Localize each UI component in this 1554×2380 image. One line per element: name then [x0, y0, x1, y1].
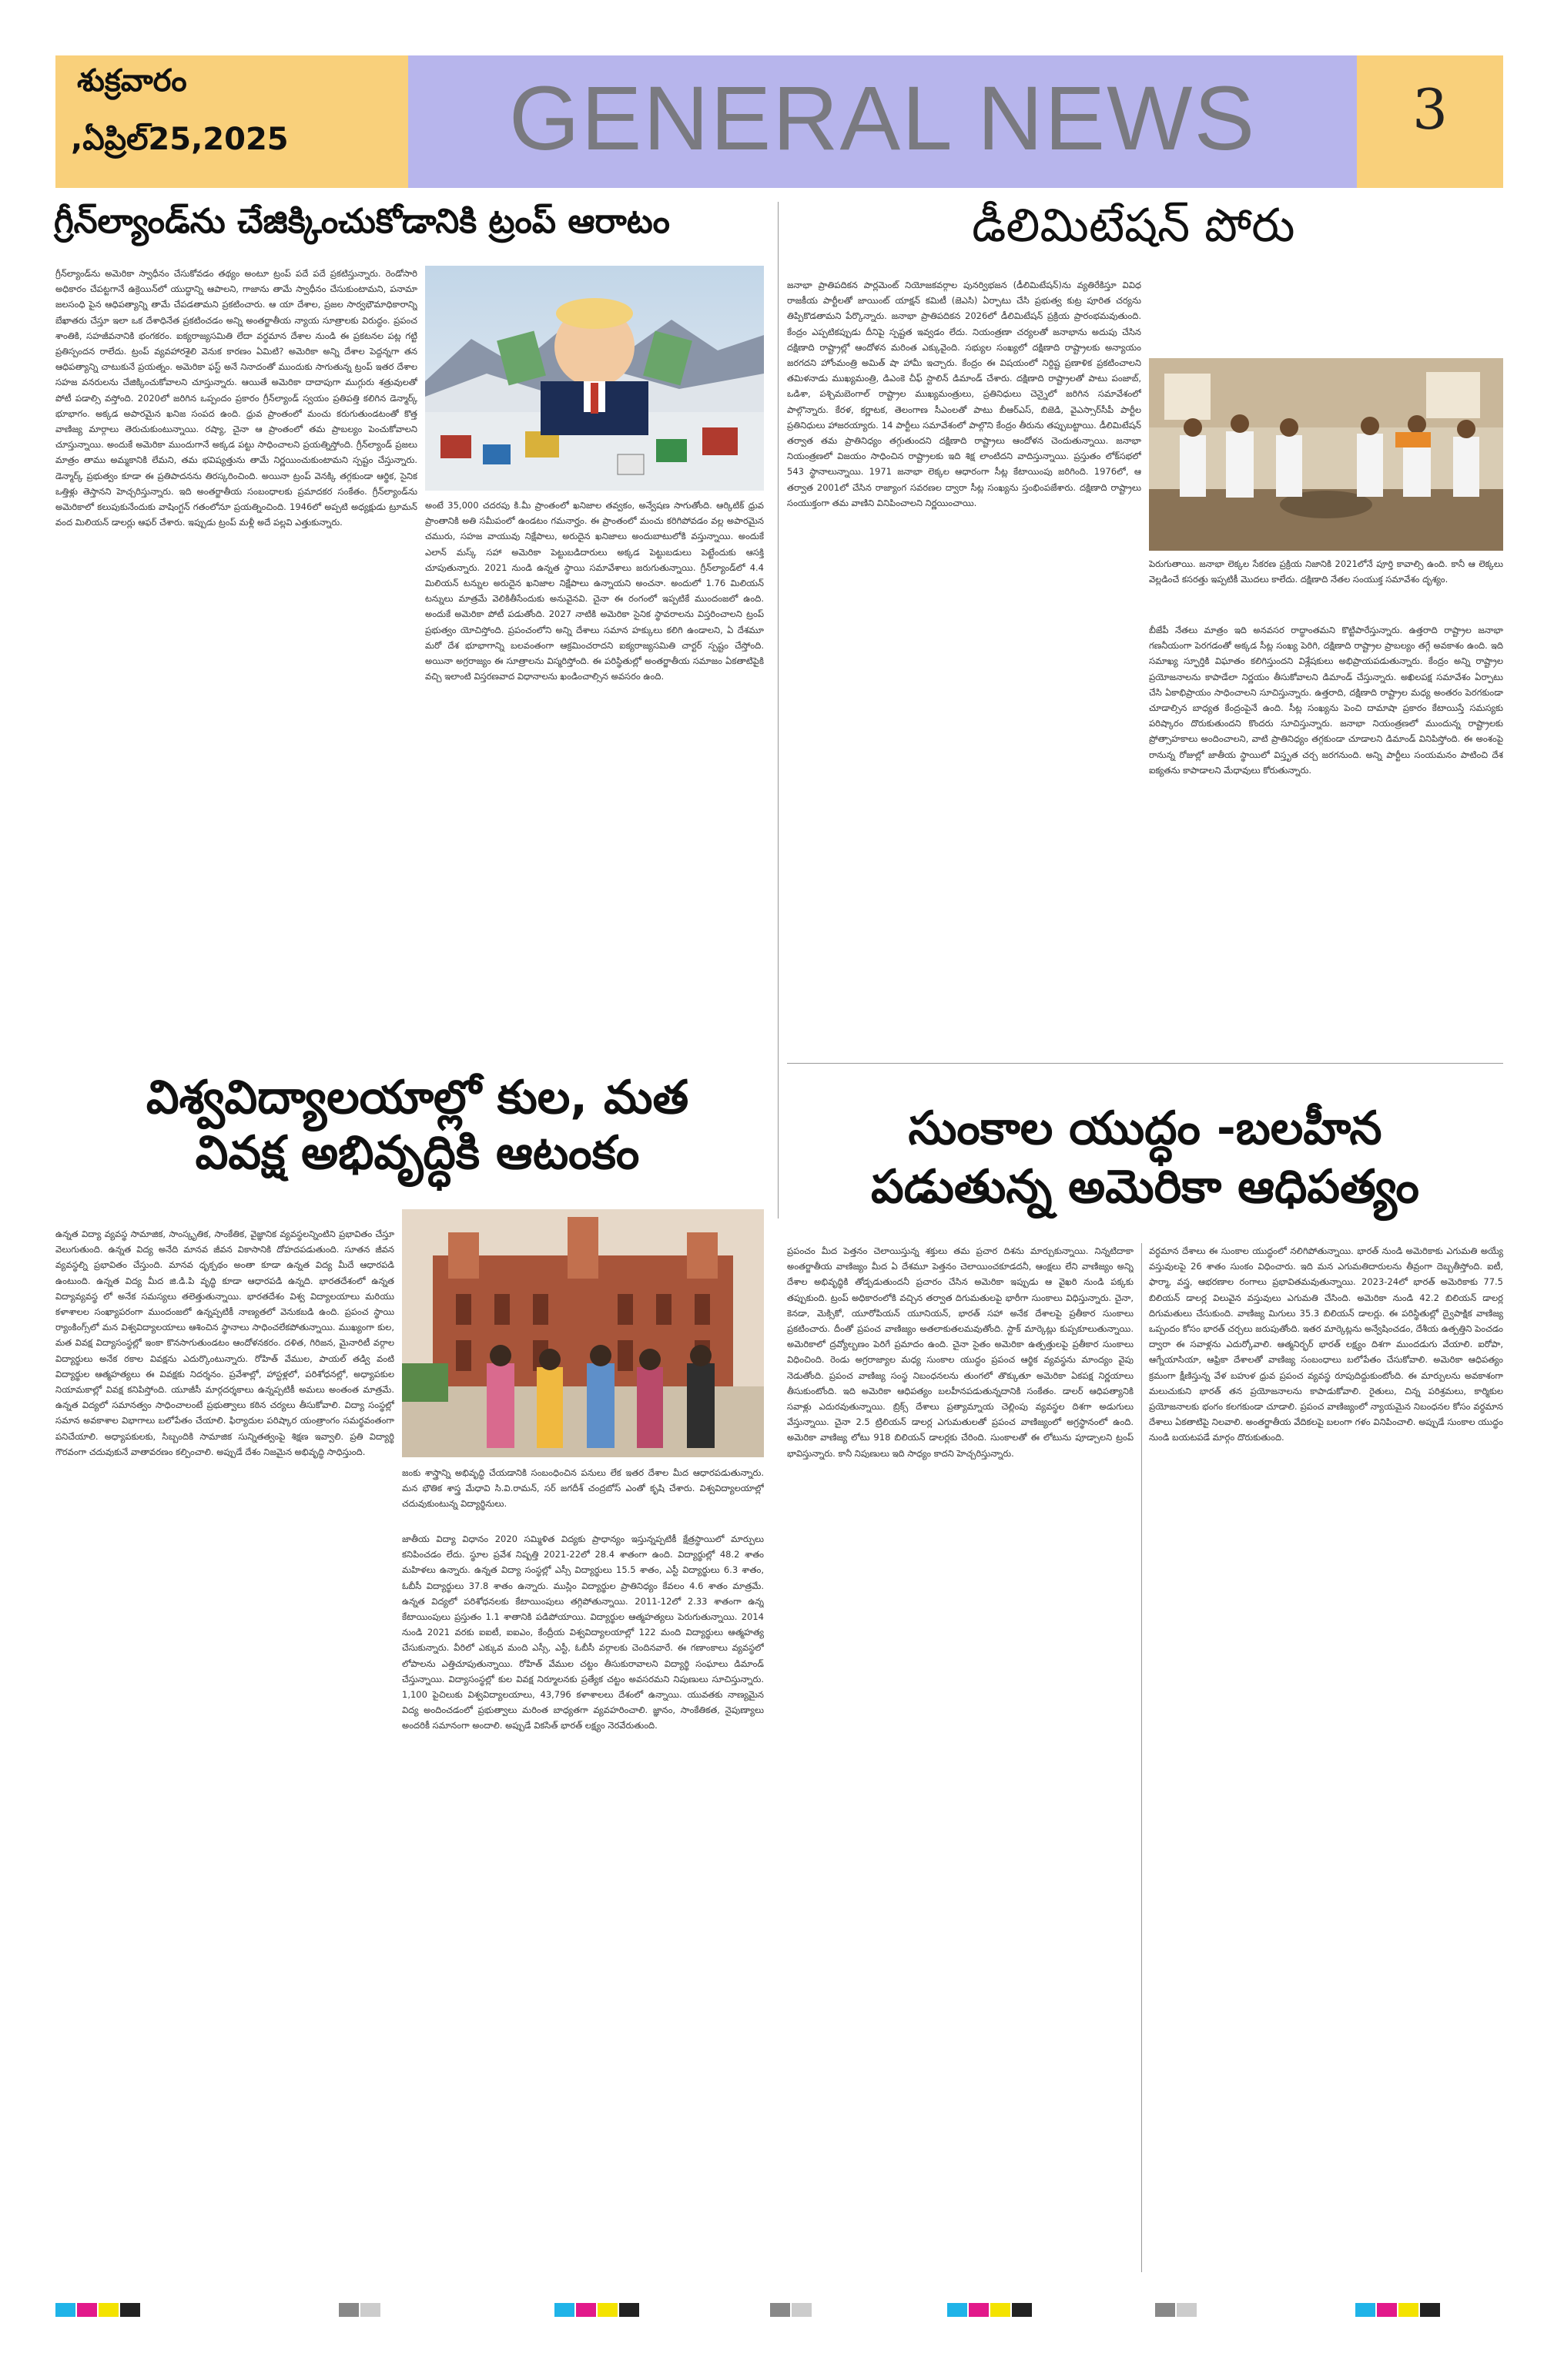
print-swatch	[99, 2303, 119, 2317]
print-swatch	[1012, 2303, 1032, 2317]
headline-tariff-line2: పడుతున్న అమెరికా ఆధిపత్యం	[871, 1160, 1419, 1214]
delimitation-meeting-photo	[1149, 358, 1503, 551]
article-body-greenland-col2	[425, 498, 764, 1041]
section-divider	[787, 1063, 1503, 1064]
print-swatch	[969, 2303, 989, 2317]
paragraph: గ్రీన్‌ల్యాండ్‌ను అమెరికా స్వాధీనం చేసుకోవడం తథ్యం అంటూ ట్రంప్ పదే పదే ప్రకటిస్తున్నారు. రెండోసారి అధికారం చేపట్టగానే ఉక్రెయిన్‌లో యుద్ధాన్ని ఆపాలని, గాజాను తామే స్వాధీనం చేసుకుంటామని, పనామా జలసంధి పైన ఆధిపత్యాన్ని తామే చేపడతామని ప్రకటించారు. ఆ యా దేశాల, ప్రజల సార్వభౌమాధికారాన్ని బేఖాతరు చేస్తూ ఇలా ఒక దేశాధినేత ప్రకటించడం అన్ని అంతర్జాతీయ న్యాయ సూత్రాలకు విరుద్ధం. ప్రపంచ శాంతికి, సహజీవనానికి భంగకరం. ఐక్యరాజ్యసమితి లేదా వర్ధమాన దేశాల నుండి ఈ ప్రకటనల పట్ల గట్టి ప్రతిస్పందన రాలేదు. ట్రంప్ వ్యవహారశైలి వెనుక కారణం ఏమిటి? అమెరికా అన్ని దేశాల పెద్దన్నగా తన ఆధిపత్యాన్ని చాటుకునే ప్రయత్నం. అమెరికా ఫస్ట్ అనే నినాదంతో ముందుకు సాగుతున్న ట్రంప్ ఇతర దేశాల సహజ వనరులను చేజిక్కించుకోవాలని చూస్తున్నారు. ఆయితే అమెరికా దాదాపుగా ముగ్గురు శత్రువులతో పోటీ పడాల్సి వస్తోంది. 2020లో జరిగిన ఒప్పందం ప్రకారం గ్రీన్‌ల్యాండ్ స్వయం ప్రతిపత్తి కలిగిన డెన్మార్క్ భూభాగం. అక్కడ అపారమైన ఖనిజ సంపద ఉంది. ధ్రువ ప్రాంతంలో మంచు కరుగుతుండటంతో కొత్త వాణిజ్య మార్గాలు తెరుచుకుంటున్నాయి. రష్యా, చైనా ఆ ప్రాంతంలో తమ ప్రాబల్యం పెంచుకోవాలని చూస్తున్నాయి. అందుకే అమెరికా ముందుగానే అక్కడ పట్టు సాధించాలని ప్రయత్నిస్తోంది. గ్రీన్‌ల్యాండ్ ప్రజలు మాత్రం తాము అమ్మకానికి లేమని, తమ భవిష్యత్తును తామే నిర్ణయించుకుంటామని స్పష్టం చేస్తున్నారు. డెన్మార్క్ ప్రభుత్వం కూడా ఈ ప్రతిపాదనను తిరస్కరించింది. అయినా ట్రంప్ వెనక్కి తగ్గకుండా ఆర్థిక, సైనిక ఒత్తిళ్లు తెస్తానని హెచ్చరిస్తున్నారు. ఇది అంతర్జాతీయ సంబంధాలకు ప్రమాదకర సంకేతం. గ్రీన్‌ల్యాండ్‌ను అమెరికాలో కలుపుకునేందుకు వాషింగ్టన్ గతంలోనూ ప్రయత్నించింది. 1946లో అప్పటి అధ్యక్షుడు ట్రూమన్ వంద మిలియన్ డాలర్లు ఆఫర్ చేశారు. ఇప్పుడు ట్రంప్ మళ్లీ అదే పల్లవి ఎత్తుకున్నారు.	[55, 268, 417, 528]
paragraph: ఉన్నత విద్యా వ్యవస్థ సామాజిక, సాంస్కృతిక, సాంకేతిక, వైజ్ఞానిక వ్యవస్థలన్నింటిని ప్రభావితం చేస్తూ వెలుగుతుంది. ఉన్నత విద్య అనేది మానవ జీవన వికాసానికి దోహదపడుతుంది. సూతన జీవన వ్యవస్థల్ని ప్రభావితం చేస్తుంది. మానవ ధృక్పథం అంతా కూడా ఉన్నత విద్య మీదే ఆధారపడి ఉంటుంది. ఉన్నత విద్య మీద జి.డి.పి వృద్ధి కూడా ఆధారపడి ఉన్నది. భారతదేశంలో ఉన్నత విద్యావ్యవస్థ లో అనేక సమస్యలు తలెత్తుతున్నాయి. భారతదేశం విశ్వ విద్యాలయాలు మరియు కళాశాలల సంఖ్యాపరంగా ముందంజలో ఉన్నప్పటికీ నాణ్యతలో వెనుకబడి ఉంది. ప్రపంచ స్థాయి ర్యాంకింగ్స్‌లో మన విశ్వవిద్యాలయాలు ఆశించిన స్థానాలు సాధించలేకపోతున్నాయి. ముఖ్యంగా కుల, మత వివక్ష విద్యాసంస్థల్లో ఇంకా కొనసాగుతుండటం ఆందోళనకరం. దళిత, గిరిజన, మైనారిటీ వర్గాల విద్యార్థులు అనేక రకాల వివక్షను ఎదుర్కొంటున్నారు. రోహిత్ వేముల, పాయల్ తడ్వి వంటి విద్యార్థుల ఆత్మహత్యలు ఈ వివక్షకు నిదర్శనం. ప్రవేశాల్లో, హాస్టళ్లలో, పరిశోధనల్లో, అధ్యాపకుల నియామకాల్లో వివక్ష కనిపిస్తోంది. యూజీసీ మార్గదర్శకాలు ఉన్నప్పటికీ అమలు అంతంత మాత్రమే. ఉన్నత విద్యలో సమానత్వం సాధించాలంటే ప్రభుత్వాలు కఠిన చర్యలు తీసుకోవాలి. విద్యా సంస్థల్లో సమాన అవకాశాల విభాగాలు బలోపేతం చేయాలి. ఫిర్యాదుల పరిష్కార యంత్రాంగం సమర్థవంతంగా పనిచేయాలి. అధ్యాపకులకు, సిబ్బందికి సామాజిక సున్నితత్వంపై శిక్షణ ఇవ్వాలి. ప్రతి విద్యార్థి గౌరవంగా చదువుకునే వాతావరణం కల్పించాలి. అప్పుడే దేశం నిజమైన అభివృద్ధి సాధిస్తుంది.	[55, 1229, 394, 1457]
article-body-universities-col1	[55, 1226, 394, 2272]
paragraph: బీజేపీ నేతలు మాత్రం ఇది అనవసర రాద్ధాంతమని కొట్టిపారేస్తున్నారు. ఉత్తరాది రాష్ట్రాల జనాభా గణనీయంగా పెరగడంతో అక్కడ సీట్ల సంఖ్య పెరిగి, దక్షిణాది రాష్ట్రాల ప్రాబల్యం తగ్గే అవకాశం ఉంది. ఇది సమాఖ్య స్ఫూర్తికి విఘాతం కలిగిస్తుందని విశ్లేషకులు అభిప్రాయపడుతున్నారు. కేంద్రం అన్ని రాష్ట్రాల ప్రయోజనాలను కాపాడేలా నిర్ణయం తీసుకోవాలని డిమాండ్ చేస్తున్నారు. అఖిలపక్ష సమావేశం ఏర్పాటు చేసి ఏకాభిప్రాయం సాధించాలని సూచిస్తున్నారు. ఉత్తరాది, దక్షిణాది రాష్ట్రాల మధ్య అంతరం పెరగకుండా చూడాల్సిన బాధ్యత కేంద్రంపైనే ఉంది. సీట్ల సంఖ్యను పెంచి దామాషా ప్రకారం కేటాయిస్తే సమస్యకు పరిష్కారం దొరుకుతుందని కొందరు సూచిస్తున్నారు. జనాభా నియంత్రణలో ముందున్న రాష్ట్రాలకు ప్రోత్సాహకాలు అందించాలని, వాటి ప్రాతినిధ్యం తగ్గకుండా చూడాలని డిమాండ్ వినిపిస్తోంది. ఈ అంశంపై రానున్న రోజుల్లో జాతీయ స్థాయిలో విస్తృత చర్చ జరగనుంది. అన్ని పార్టీలు సంయమనం పాటించి దేశ ఐక్యతను కాపాడాలని మేధావులు కోరుతున్నారు.	[1149, 625, 1503, 776]
print-swatch	[576, 2303, 596, 2317]
masthead-date: ,ఏప్రిల్25,2025	[71, 122, 289, 157]
article-body-greenland-col1	[55, 266, 417, 1041]
print-swatch	[770, 2303, 790, 2317]
paragraph: జనాభా ప్రాతిపదికన పార్లమెంట్ నియోజకవర్గాల పునర్విభజన (డీలిమిటేషన్)ను వ్యతిరేకిస్తూ వివిధ రాజకీయ పార్టీలతో జాయింట్ యాక్షన్ కమిటీ (జెఎసి) ఏర్పాటు చేసి ప్రభుత్వ కుట్ర పూరిత చర్యను తిప్పికొడతామని పేర్కొన్నారు. జనాభా ప్రాతిపదికన 2026లో డీలిమిటేషన్ ప్రక్రియ ప్రారంభమవుతుంది. కేంద్రం ఎప్పటికప్పుడు దీనిపై స్పష్టత ఇవ్వడం లేదు. నియంత్రణా చర్యలతో జనాభాను అదుపు చేసిన దక్షిణాది రాష్ట్రాల్లో ఆందోళన మరింత ఎక్కువైంది. సభ్యుల సంఖ్యలో దక్షిణాది రాష్ట్రాలకు అన్యాయం జరగదని హోంమంత్రి అమిత్ షా హామీ ఇచ్చారు. కేంద్రం ఈ విషయంలో నిర్దిష్ట ప్రణాళిక ప్రకటించాలని తమిళనాడు ముఖ్యమంత్రి, డిఎంకె చీఫ్ స్టాలిన్ డిమాండ్ చేశారు. దక్షిణాది రాష్ట్రాలతో పాటు పంజాబ్, ఒడిశా, పశ్చిమబెంగాల్ రాష్ట్రాల ముఖ్యమంత్రులు, ప్రతినిధులు చెన్నైలో జరిగిన సమావేశంలో పాల్గొన్నారు. కేరళ, కర్ణాటక, తెలంగాణ సీఎంలతో పాటు బీఆర్ఎస్, బిజెడి, వైఎస్సార్‌సీపీ పార్టీల ప్రతినిధులు హాజరయ్యారు. 14 పార్టీలు సమావేశంలో పాల్గొని కేంద్రం తీరును తప్పుబట్టాయి. డీలిమిటేషన్ తర్వాత తమ ప్రాతినిధ్యం తగ్గుతుందని దక్షిణాది రాష్ట్రాలు ఆందోళన చెందుతున్నాయి. జనాభా నియంత్రణలో విజయం సాధించిన రాష్ట్రాలకు ఇది శిక్ష లాంటిదని వాదిస్తున్నాయి. ప్రస్తుతం లోక్‌సభలో 543 స్థానాలున్నాయి. 1971 జనాభా లెక్కల ఆధారంగా సీట్ల కేటాయింపు జరిగింది. 1976లో, ఆ తర్వాత 2001లో చేసిన రాజ్యాంగ సవరణల ద్వారా సీట్ల సంఖ్యను స్తంభింపజేశారు. దక్షిణాది రాష్ట్రాలు సంయుక్తంగా తమ వాణిని వినిపించాలని నిర్ణయించాయి.	[787, 280, 1141, 508]
column-divider	[778, 202, 779, 1218]
article-body-delimitation-col1	[787, 277, 1141, 1054]
print-swatch	[1398, 2303, 1418, 2317]
headline-trump-greenland: గ్రీన్‌ల్యాండ్‌ను చేజిక్కించుకోడానికి ట్రంప్ ఆరాటం	[54, 202, 670, 241]
print-swatch	[792, 2303, 812, 2317]
article-body-delimitation-col2	[1149, 622, 1503, 1054]
university-students-photo	[402, 1209, 764, 1457]
article-body-tariff-col2	[1149, 1243, 1503, 2272]
headline-delimitation: డీలిమిటేషన్ పోరు	[972, 199, 1295, 253]
trump-greenland-photo	[425, 266, 764, 491]
print-swatch	[1155, 2303, 1175, 2317]
universities-photo-caption: జంకు శాస్త్రాన్ని అభివృద్ధి చేయడానికి సంబంధించిన పనులు లేక ఇతర దేశాల మీద ఆధారపడుతున్నారు. మన భౌతిక శాస్త్ర మేధావి సి.వి.రామన్, సర్ జగదీశ్ చంద్రబోస్ ఎంతో కృషి చేశారు. విశ్వవిద్యాలయాల్లో చదువుకుంటున్న విద్యార్థినులు.	[402, 1467, 764, 1510]
paragraph: వర్ధమాన దేశాలు ఈ సుంకాల యుద్ధంలో నలిగిపోతున్నాయి. భారత్ నుండి అమెరికాకు ఎగుమతి అయ్యే వస్తువులపై 26 శాతం సుంకం విధించారు. ఇది మన ఎగుమతిదారులను తీవ్రంగా దెబ్బతీస్తోంది. ఐటీ, ఫార్మా, వస్త్ర, ఆభరణాల రంగాలు ప్రభావితమవుతున్నాయి. 2023-24లో భారత్ అమెరికాకు 77.5 బిలియన్ డాలర్ల విలువైన వస్తువులు ఎగుమతి చేసింది. అమెరికా నుండి 42.2 బిలియన్ డాలర్ల దిగుమతులు చేసుకుంది. వాణిజ్య మిగులు 35.3 బిలియన్ డాలర్లు. ఈ పరిస్థితుల్లో ద్వైపాక్షిక వాణిజ్య ఒప్పందం కోసం భారత్ చర్చలు జరుపుతోంది. ఇతర మార్కెట్లను అన్వేషించడం, దేశీయ ఉత్పత్తిని పెంచడం ద్వారా ఈ సవాళ్లను ఎదుర్కోవాలి. ఆత్మనిర్భర్ భారత్ లక్ష్యం దిశగా ముందడుగు వేయాలి. ఐరోపా, ఆగ్నేయాసియా, ఆఫ్రికా దేశాలతో వాణిజ్య సంబంధాలు బలోపేతం చేసుకోవాలి. అమెరికా ఆధిపత్యం క్రమంగా క్షీణిస్తున్న వేళ బహుళ ధ్రువ ప్రపంచ వ్యవస్థ రూపుదిద్దుకుంటోంది. ఈ మార్పులను అవకాశంగా మలుచుకుని భారత్ తన ప్రయోజనాలను కాపాడుకోవాలి. రైతులు, చిన్న పరిశ్రమలు, కార్మికుల ప్రయోజనాలకు భంగం కలగకుండా చూడాలి. ప్రపంచ వాణిజ్యంలో న్యాయమైన నిబంధనల కోసం వర్ధమాన దేశాలు ఏకతాటిపై నిలవాలి. అంతర్జాతీయ వేదికలపై బలంగా గళం వినిపించాలి. అప్పుడే సుంకాల యుద్ధం నుండి బయటపడే మార్గం దొరుకుతుంది.	[1149, 1245, 1503, 1443]
section-title: GENERAL NEWS	[508, 68, 1257, 169]
print-swatch	[339, 2303, 359, 2317]
print-swatch	[619, 2303, 639, 2317]
article-body-tariff-col1	[787, 1243, 1134, 2272]
page-number: 3	[1412, 77, 1448, 142]
print-swatch	[1420, 2303, 1440, 2317]
print-swatch	[360, 2303, 380, 2317]
column-divider	[1141, 1243, 1142, 2272]
paragraph: ప్రపంచం మీద పెత్తనం చెలాయిస్తున్న శక్తులు తమ ప్రచార దిశను మార్చుకున్నాయి. నిన్నటిదాకా అంతర్జాతీయ వాణిజ్యం మీద ఏ దేశమూ పెత్తనం చెలాయించకూడదనీ, ఆంక్షలు లేని వాణిజ్యం అన్ని దేశాల అభివృద్ధికి తోడ్పడుతుందనీ ప్రచారం చేసిన అమెరికా ఇప్పుడు ఆ వైఖరి నుండి పక్కకు తప్పుకుంది. ట్రంప్ అధికారంలోకి వచ్చిన తర్వాత దిగుమతులపై భారీగా సుంకాలు విధిస్తున్నారు. చైనా, కెనడా, మెక్సికో, యూరోపియన్ యూనియన్, భారత్ సహా అనేక దేశాలపై ప్రతీకార సుంకాలు ప్రకటించారు. దీంతో ప్రపంచ వాణిజ్యం అతలాకుతలమవుతోంది. స్టాక్ మార్కెట్లు కుప్పకూలుతున్నాయి. అమెరికాలో ద్రవ్యోల్బణం పెరిగే ప్రమాదం ఉంది. చైనా సైతం అమెరికా ఉత్పత్తులపై ప్రతీకార సుంకాలు విధించింది. రెండు అగ్రరాజ్యాల మధ్య సుంకాల యుద్ధం ప్రపంచ ఆర్థిక వ్యవస్థను మాంద్యం వైపు నెడుతోంది. ప్రపంచ వాణిజ్య సంస్థ నిబంధనలను తుంగలో తొక్కుతూ అమెరికా ఏకపక్ష నిర్ణయాలు తీసుకుంటోంది. ఇది అమెరికా ఆధిపత్యం బలహీనపడుతున్నదానికి సంకేతం. డాలర్ ఆధిపత్యానికి సవాళ్లు ఎదురవుతున్నాయి. బ్రిక్స్ దేశాలు ప్రత్యామ్నాయ చెల్లింపు వ్యవస్థల దిశగా అడుగులు వేస్తున్నాయి. చైనా 2.5 ట్రిలియన్ డాలర్ల ఎగుమతులతో ప్రపంచ వాణిజ్యంలో అగ్రస్థానంలో ఉంది. అమెరికా వాణిజ్య లోటు 918 బిలియన్ డాలర్లకు చేరింది. సుంకాలతో ఈ లోటును పూడ్చాలని ట్రంప్ భావిస్తున్నారు. కానీ నిపుణులు ఇది సాధ్యం కాదని హెచ్చరిస్తున్నారు.	[787, 1245, 1134, 1459]
print-swatch	[990, 2303, 1010, 2317]
print-swatch	[1355, 2303, 1375, 2317]
paragraph: అంటే 35,000 చదరపు కి.మీ ప్రాంతంలో ఖనిజాల తవ్వకం, అన్వేషణ సాగుతోంది. ఆర్కిటిక్ ధ్రువ ప్రాంతానికి అతి సమీపంలో ఉండటం గమనార్హం. ఈ ప్రాంతంలో మంచు కరిగిపోవడం వల్ల అపారమైన చమురు, సహజ వాయువు నిక్షేపాలు, అరుదైన ఖనిజాలు అందుబాటులోకి వస్తున్నాయి. అందుకే ఎలాన్ మస్క్ సహా అమెరికా పెట్టుబడిదారులు అక్కడ పెట్టుబడులు పెట్టేందుకు ఆసక్తి చూపుతున్నారు. 2021 నుండి ఉన్నత స్థాయి సమావేశాలు జరుగుతున్నాయి. గ్రీన్‌ల్యాండ్‌లో 4.4 మిలియన్ టన్నుల అరుదైన ఖనిజాల నిక్షేపాలు ఉన్నాయని అంచనా. అందులో 1.76 మిలియన్ టన్నులు మాత్రమే వెలికితీసేందుకు అనువైనవి. చైనా ఈ రంగంలో ఇప్పటికే ముందంజలో ఉంది. అందుకే అమెరికా పోటీ పడుతోంది. 2027 నాటికి అమెరికా సైనిక స్థావరాలను విస్తరించాలని ట్రంప్ ప్రభుత్వం యోచిస్తోంది. ప్రపంచంలోని అన్ని దేశాలు సమాన హక్కులు కలిగి ఉండాలని, ఏ దేశమూ మరో దేశ భూభాగాన్ని బలవంతంగా ఆక్రమించరాదని ఐక్యరాజ్యసమితి చార్టర్ స్పష్టం చేస్తోంది. అయినా అగ్రరాజ్యం ఈ సూత్రాలను విస్మరిస్తోంది. ఈ పరిస్థితుల్లో అంతర్జాతీయ సమాజం ఏకతాటిపైకి వచ్చి ఇలాంటి విస్తరణవాద విధానాలను ఖండించాల్సిన అవసరం ఉంది.	[425, 500, 764, 682]
print-swatch	[554, 2303, 574, 2317]
headline-tariff-line1: సుంకాల యుద్ధం -బలహీన	[908, 1101, 1382, 1155]
headline-universities-line1: విశ్వవిద్యాలయాల్లో కుల, మత	[146, 1071, 689, 1125]
masthead-day: శుక్రవారం	[77, 63, 187, 99]
paragraph: జాతీయ విద్యా విధానం 2020 సమ్మిళిత విద్యకు ప్రాధాన్యం ఇస్తున్నప్పటికీ క్షేత్రస్థాయిలో మార్పులు కనిపించడం లేదు. స్థూల ప్రవేశ నిష్పత్తి 2021-22లో 28.4 శాతంగా ఉంది. విద్యార్థుల్లో 48.2 శాతం మహిళలు ఉన్నారు. ఉన్నత విద్యా సంస్థల్లో ఎస్సీ విద్యార్థులు 15.5 శాతం, ఎస్టీ విద్యార్థులు 6.3 శాతం, ఓబీసీ విద్యార్థులు 37.8 శాతం ఉన్నారు. ముస్లిం విద్యార్థుల ప్రాతినిధ్యం కేవలం 4.6 శాతం మాత్రమే. ఉన్నత విద్యలో పరిశోధనలకు కేటాయింపులు తగ్గిపోతున్నాయి. 2011-12లో 2.33 శాతంగా ఉన్న కేటాయింపులు ప్రస్తుతం 1.1 శాతానికి పడిపోయాయి. విద్యార్థుల ఆత్మహత్యలు పెరుగుతున్నాయి. 2014 నుండి 2021 వరకు ఐఐటీ, ఐఐఎం, కేంద్రీయ విశ్వవిద్యాలయాల్లో 122 మంది విద్యార్థులు ఆత్మహత్య చేసుకున్నారు. వీరిలో ఎక్కువ మంది ఎస్సీ, ఎస్టీ, ఓబీసీ వర్గాలకు చెందినవారే. ఈ గణాంకాలు వ్యవస్థలో లోపాలను ఎత్తిచూపుతున్నాయి. రోహిత్ వేముల చట్టం తీసుకురావాలని విద్యార్థి సంఘాలు డిమాండ్ చేస్తున్నాయి. విద్యాసంస్థల్లో కుల వివక్ష నిర్మూలనకు ప్రత్యేక చట్టం అవసరమని నిపుణులు సూచిస్తున్నారు. 1,100 పైచిలుకు విశ్వవిద్యాలయాలు, 43,796 కళాశాలలు దేశంలో ఉన్నాయి. యువతకు నాణ్యమైన విద్య అందించడంలో ప్రభుత్వాలు మరింత బాధ్యతగా వ్యవహరించాలి. జ్ఞానం, సాంకేతికత, నైపుణ్యాలు అందరికీ సమానంగా అందాలి. అప్పుడే వికసిత్ భారత్ లక్ష్యం నెరవేరుతుంది.	[402, 1534, 764, 1731]
print-swatch	[55, 2303, 75, 2317]
headline-universities-line2: వివక్ష అభివృద్ధికి ఆటంకం	[195, 1126, 640, 1180]
delimitation-photo-caption: పెరుగుతాయి. జనాభా లెక్కల సేకరణ ప్రక్రియ నిజానికి 2021లోనే పూర్తి కావాల్సి ఉంది. కానీ ఆ లెక్కలు వెల్లడించే కసరత్తు ఇప్పటికీ మొదలు కాలేదు. దక్షిణాది నేతల సంయుక్త సమావేశం దృశ్యం.	[1149, 558, 1503, 585]
print-swatch	[1177, 2303, 1197, 2317]
print-swatch	[1377, 2303, 1397, 2317]
print-swatch	[77, 2303, 97, 2317]
print-swatch	[120, 2303, 140, 2317]
print-swatch	[947, 2303, 967, 2317]
print-swatch	[598, 2303, 618, 2317]
article-body-universities-col2	[402, 1531, 764, 2272]
